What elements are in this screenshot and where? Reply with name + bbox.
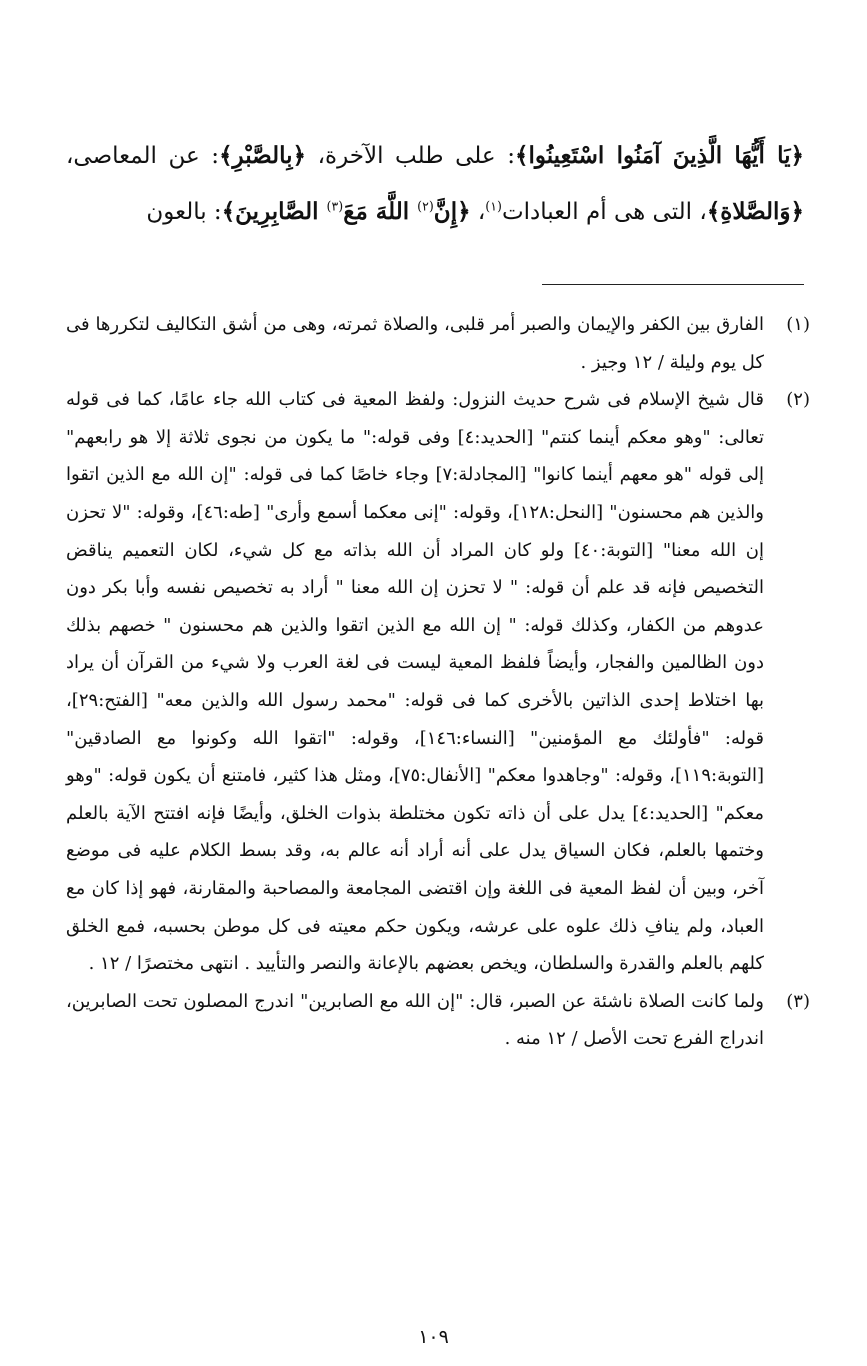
quran-verse-3: ﴿وَالصَّلاةِ﴾ (706, 198, 804, 225)
page-number: ١٠٩ (418, 1326, 449, 1348)
footnote-number: (٣) (786, 990, 810, 1012)
commentary-1: : على طلب الآخرة، (306, 143, 515, 169)
footnote-marker-2: (٢) (417, 198, 434, 214)
quran-verse-2: ﴿بِالصَّبْرِ﴾ (219, 142, 307, 169)
footnote-marker-3: (٣) (326, 198, 344, 214)
footnote-2 (66, 381, 810, 983)
commentary-4: : بالعون (146, 199, 222, 225)
commentary-2: : عن المعاصى، (66, 143, 220, 169)
footnote-text: ولما كانت الصلاة ناشئة عن الصبر، قال: "إن الله مع الصابرين" اندرج المصلون تحت الصابرين، اندراج الفرع تحت الأصل / ١٢ منه . (66, 990, 764, 1050)
quran-verse-4a: ﴿إِنَّ (433, 198, 471, 225)
footnote-separator-line (542, 284, 804, 285)
footnote-marker-1: (١) (485, 198, 502, 214)
footnote-text: الفارق بين الكفر والإيمان والصبر أمر قلبى، والصلاة ثمرته، وهى من أشق التكاليف لتكررها فى كل يوم وليلة / ١٢ وجيز . (66, 314, 764, 373)
footnote-1 (66, 306, 810, 381)
quran-verse-4c: الصَّابِرِينَ﴾ (221, 198, 327, 225)
footnote-3 (66, 983, 810, 1058)
footnote-number: (١) (786, 314, 810, 335)
commentary-3: ، التى هى أم العبادات (501, 199, 707, 225)
quran-verse-4b: اللَّهَ مَعَ (343, 198, 418, 225)
main-commentary-text (66, 128, 804, 240)
quran-verse-1: ﴿يَا أَيُّهَا الَّذِينَ آمَنُوا اسْتَعِينُوا﴾ (514, 142, 804, 169)
footnote-text: قال شيخ الإسلام فى شرح حديث النزول: ولفظ المعية فى كتاب الله جاء عامًا، كما فى قوله تعالى: "وهو معكم أينما كنتم" [الحديد:٤] وفى قوله:" ما يكون من نجوى ثلاثة إلا هو رابعهم" إلى قوله "هو معهم أينما كانوا" [المجادلة:٧] وجاء خاصًا كما فى قوله: "إن الله مع الذين اتقوا والذين هم محسنون" [النحل:١٢٨]، وقوله: "إنى معكما أسمع وأرى" [طه:٤٦]، وقوله: "لا تحزن إن الله معنا" [التوبة:٤٠] ولو كان المراد أن الله بذاته مع كل شيء، لكان التعميم يناقض التخصيص فإنه قد علم أن قوله: " لا تحزن إن الله معنا " أراد به تخصيص نفسه وأبا بكر دون عدوهم من الكفار، وكذلك قوله: " إن الله مع الذين اتقوا والذين هم محسنون " خصهم بذلك دون الظالمين والفجار، وأيضاً فلفظ المعية ليست فى لغة العرب ولا شيء من القرآن أن يراد بها اختلاط إحدى الذاتين بالأخرى كما فى قوله: "محمد رسول الله والذين معه" [الفتح:٢٩]، قوله: "فأولئك مع المؤمنين" [النساء:١٤٦]، وقوله: "اتقوا الله وكونوا مع الصادقين" [التوبة:١١٩]، وقوله: "وجاهدوا معكم" [الأنفال:٧٥]، ومثل هذا كثير، فامتنع أن يكون قوله: "وهو معكم" [الحديد:٤] يدل على أن ذاته تكون مختلطة بذوات الخلق، وأيضًا فإنه افتتح الآية بالعلم وختمها بالعلم، فكان السياق يدل على أنه أراد أنه عالم به، وقد بسط الكلام عليه فى موضع آخر، وبين أن لفظ المعية فى اللغة وإن اقتضى المجامعة والمصاحبة والمقارنة، فهو إذا كان مع العباد، ولم ينافِ ذلك علوه على عرشه، ويكون حكم معيته فى كل موطن بحسبه، فمع الخلق كلهم بالعلم والقدرة والسلطان، ويخص بعضهم بالإعانة والنصر والتأييد . انتهى مختصرًا / ١٢ . (66, 389, 765, 975)
footnote-number: (٢) (786, 389, 810, 411)
separator: ، (470, 199, 486, 225)
footnotes-section (66, 306, 810, 1058)
